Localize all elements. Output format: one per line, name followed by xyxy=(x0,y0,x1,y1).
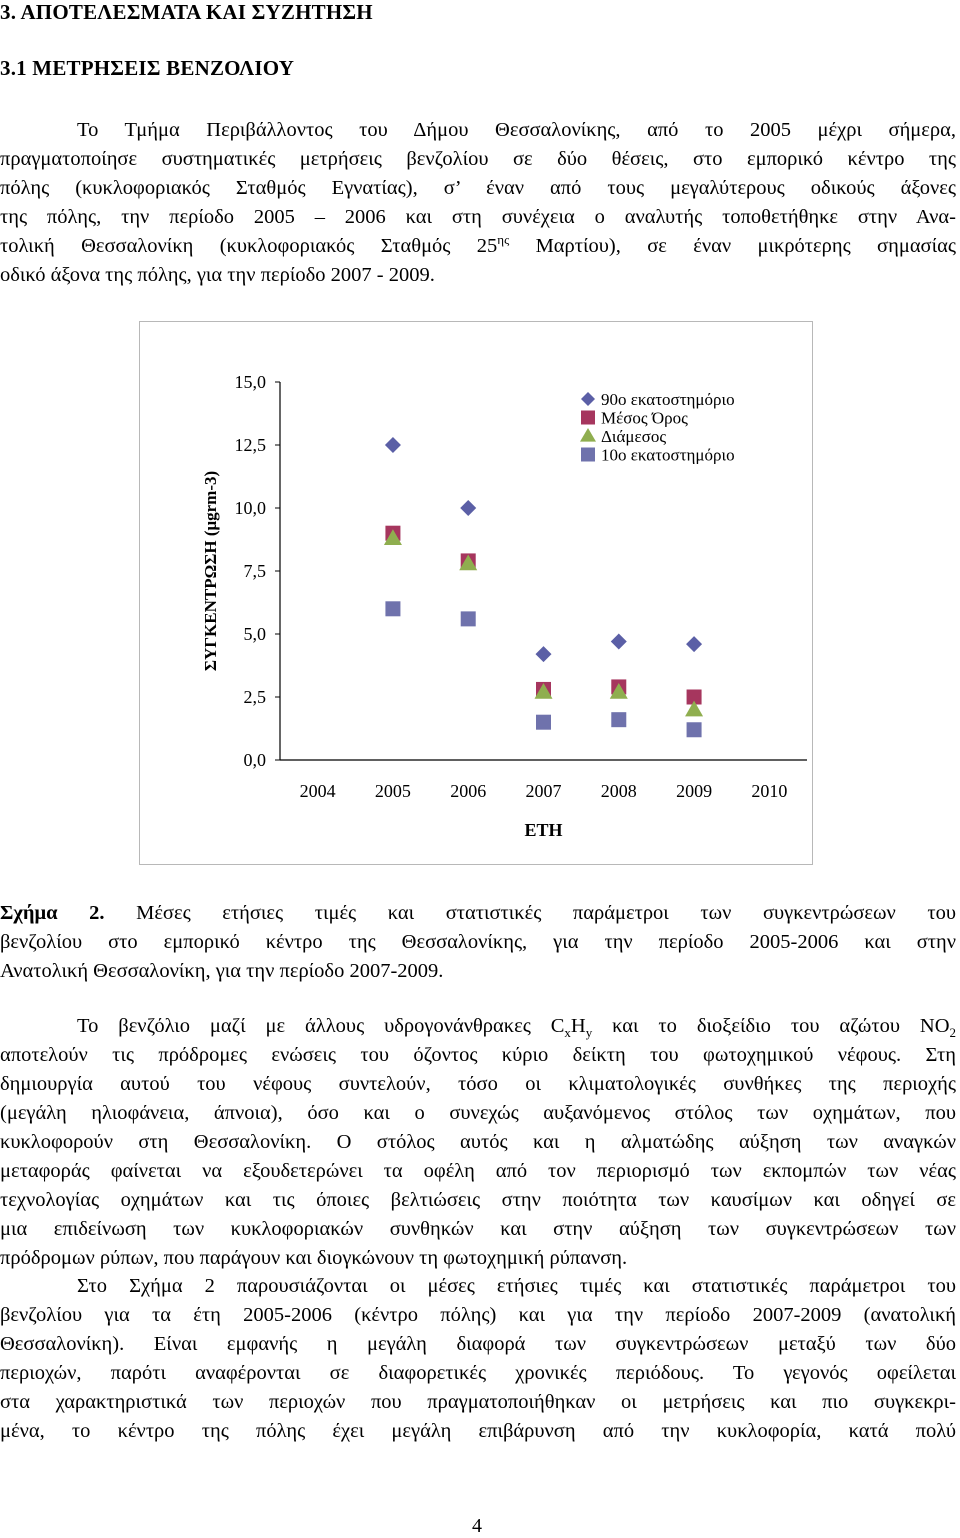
text-line: Στο Σχήμα 2 παρουσιάζονται οι μέσες ετήσιες τιμές και στατιστικές παράμετροι του xyxy=(77,1275,956,1297)
x-tick-label: 2004 xyxy=(299,781,336,801)
text-line: (μεγάλη ηλιοφάνεια, άπνοια), όσο και ο συνεχώς αυξανόμενος στόλος των οχημάτων, που xyxy=(0,1102,956,1124)
text-line: στα χαρακτηριστικά των περιοχών που πραγματοποιήθηκαν οι μετρήσεις και πιο συγκεκρι- xyxy=(0,1391,956,1413)
text-line: Το Τμήμα Περιβάλλοντος του Δήμου Θεσσαλονίκης, από το 2005 μέχρι σήμερα, xyxy=(77,119,956,141)
benzene-scatter-chart xyxy=(140,322,812,864)
text-line: πόλης (κυκλοφοριακός Σταθμός Εγνατίας), σ’ έναν από τους μεγαλύτερους οδικούς άξονες xyxy=(0,177,956,199)
y-tick-label: 2,5 xyxy=(243,687,266,707)
subsection-heading: 3.1 ΜΕΤΡΗΣΕΙΣ ΒΕΝΖΟΛΙΟΥ xyxy=(0,56,295,80)
x-tick-label: 2006 xyxy=(450,781,487,801)
data-point-square xyxy=(611,712,626,727)
x-axis-label: ΕΤΗ xyxy=(524,820,563,840)
paragraph-3 xyxy=(0,1272,956,1446)
legend-marker xyxy=(581,448,595,462)
section-heading: 3. ΑΠΟΤΕΛΕΣΜΑΤΑ ΚΑΙ ΣΥΖΗΤΗΣΗ xyxy=(0,0,373,24)
y-tick-label: 12,5 xyxy=(234,435,266,455)
legend-marker xyxy=(580,428,596,442)
legend-marker xyxy=(581,392,595,406)
y-tick-label: 0,0 xyxy=(243,750,266,770)
text-line: οδικό άξονα της πόλης, για την περίοδο 2007 - 2009. xyxy=(0,264,435,286)
legend-label: 90ο εκατοστημόριο xyxy=(601,390,735,409)
data-point-diamond xyxy=(686,636,702,652)
text-line: τολική Θεσσαλονίκη (κυκλοφοριακός Σταθμός $25^{\eta\varsigma}$ Μαρτίου), σε έναν μικρότερης σημασίας xyxy=(0,232,956,257)
y-axis-label: ΣΥΓΚΕΝΤΡΩΣΗ (μgrm-3) xyxy=(201,470,220,672)
data-point-diamond xyxy=(385,437,401,453)
text-line: δημιουργία αυτού του νέφους συντελούν, τόσο οι κλιματολογικές συνθήκες της περιοχής xyxy=(0,1073,956,1095)
text-line: της πόλης, την περίοδο 2005 – 2006 και στη συνέχεια ο αναλυτής τοποθετήθηκε στην Ανα- xyxy=(0,206,956,228)
x-tick-label: 2010 xyxy=(751,781,788,801)
text-line: βενζολίου στο εμπορικό κέντρο της Θεσσαλονίκης, για την περίοδο 2005-2006 και στην xyxy=(0,931,956,953)
data-point-diamond xyxy=(460,500,476,516)
text-line: Σχήμα 2. Μέσες ετήσιες τιμές και στατιστικές παράμετροι των συγκεντρώσεων του xyxy=(0,902,957,924)
y-tick-label: 5,0 xyxy=(243,624,266,644)
text-line: πρόδρομων ρύπων, που παράγουν και διογκώνουν τη φωτοχημική ρύπανση. xyxy=(0,1247,628,1269)
x-tick-label: 2005 xyxy=(374,781,411,801)
data-point-diamond xyxy=(611,634,627,650)
data-point-square xyxy=(461,611,476,626)
text-line: Το βενζόλιο μαζί με άλλους υδρογονάνθρακες $C_xH_y$ και το διοξείδιο του αζώτου $NO_2$ xyxy=(77,1015,956,1041)
caption-label: Σχήμα 2. xyxy=(0,902,105,924)
legend-label: 10ο εκατοστημόριο xyxy=(601,445,735,465)
x-tick-label: 2008 xyxy=(600,781,637,801)
text-line: περιοχών, παρότι αναφέρονται σε διαφορετικές χρονικές περιόδους. Το γεγονός οφείλεται xyxy=(0,1362,956,1384)
y-tick-label: 10,0 xyxy=(234,498,266,518)
figure-caption xyxy=(0,899,956,986)
text-line: βενζολίου για τα έτη 2005-2006 (κέντρο πόλης) και για την περίοδο 2007-2009 (ανατολική xyxy=(0,1304,956,1326)
data-point-diamond xyxy=(536,646,552,662)
data-point-square xyxy=(385,601,400,616)
y-tick-label: 15,0 xyxy=(234,372,266,392)
intro-paragraph xyxy=(0,116,956,290)
text-line: μεταφοράς φαίνεται να εξουδετερώνει τα οφέλη από τον περιορισμό των εκπομπών των νέας xyxy=(0,1160,956,1182)
page-number: 4 xyxy=(472,1515,482,1537)
x-tick-label: 2007 xyxy=(525,781,562,801)
paragraph-2 xyxy=(0,1012,956,1273)
text-line: Θεσσαλονίκη). Είναι εμφανής η μεγάλη διαφορά των συγκεντρώσεων μεταξύ των δύο xyxy=(0,1333,956,1355)
text-line: τεχνολογίας οχημάτων και τις όποιες βελτιώσεις στην ποιότητα των καυσίμων και οδηγεί σε xyxy=(0,1189,956,1211)
text-line: μένα, το κέντρο της πόλης έχει μεγάλη επιβάρυνση από την κυκλοφορία, κατά πολύ xyxy=(0,1420,956,1442)
data-point-square xyxy=(536,715,551,730)
y-tick-label: 7,5 xyxy=(243,561,266,581)
chart-frame xyxy=(139,321,813,865)
legend-marker xyxy=(581,411,595,425)
text-line: πραγματοποίησε συστηματικές μετρήσεις βενζολίου σε δύο θέσεις, στο εμπορικό κέντρο της xyxy=(0,148,956,170)
text-line: Ανατολική Θεσσαλονίκη, για την περίοδο 2007-2009. xyxy=(0,960,444,982)
legend-label: Μέσος Όρος xyxy=(601,408,688,428)
text-line: μια επιδείνωση των κυκλοφοριακών συνθηκών και στην αύξηση των συγκεντρώσεων των xyxy=(0,1218,956,1240)
x-tick-label: 2009 xyxy=(676,781,713,801)
data-point-square xyxy=(687,722,702,737)
legend-label: Διάμεσος xyxy=(601,427,667,446)
text-line: αποτελούν τις πρόδρομες ενώσεις του όζοντος κύριο δείκτη του φωτοχημικού νέφους. Στη xyxy=(0,1044,956,1066)
text-line: κυκλοφορούν στη Θεσσαλονίκη. Ο στόλος αυτός και η αλματώδης αύξηση των αναγκών xyxy=(0,1131,956,1153)
